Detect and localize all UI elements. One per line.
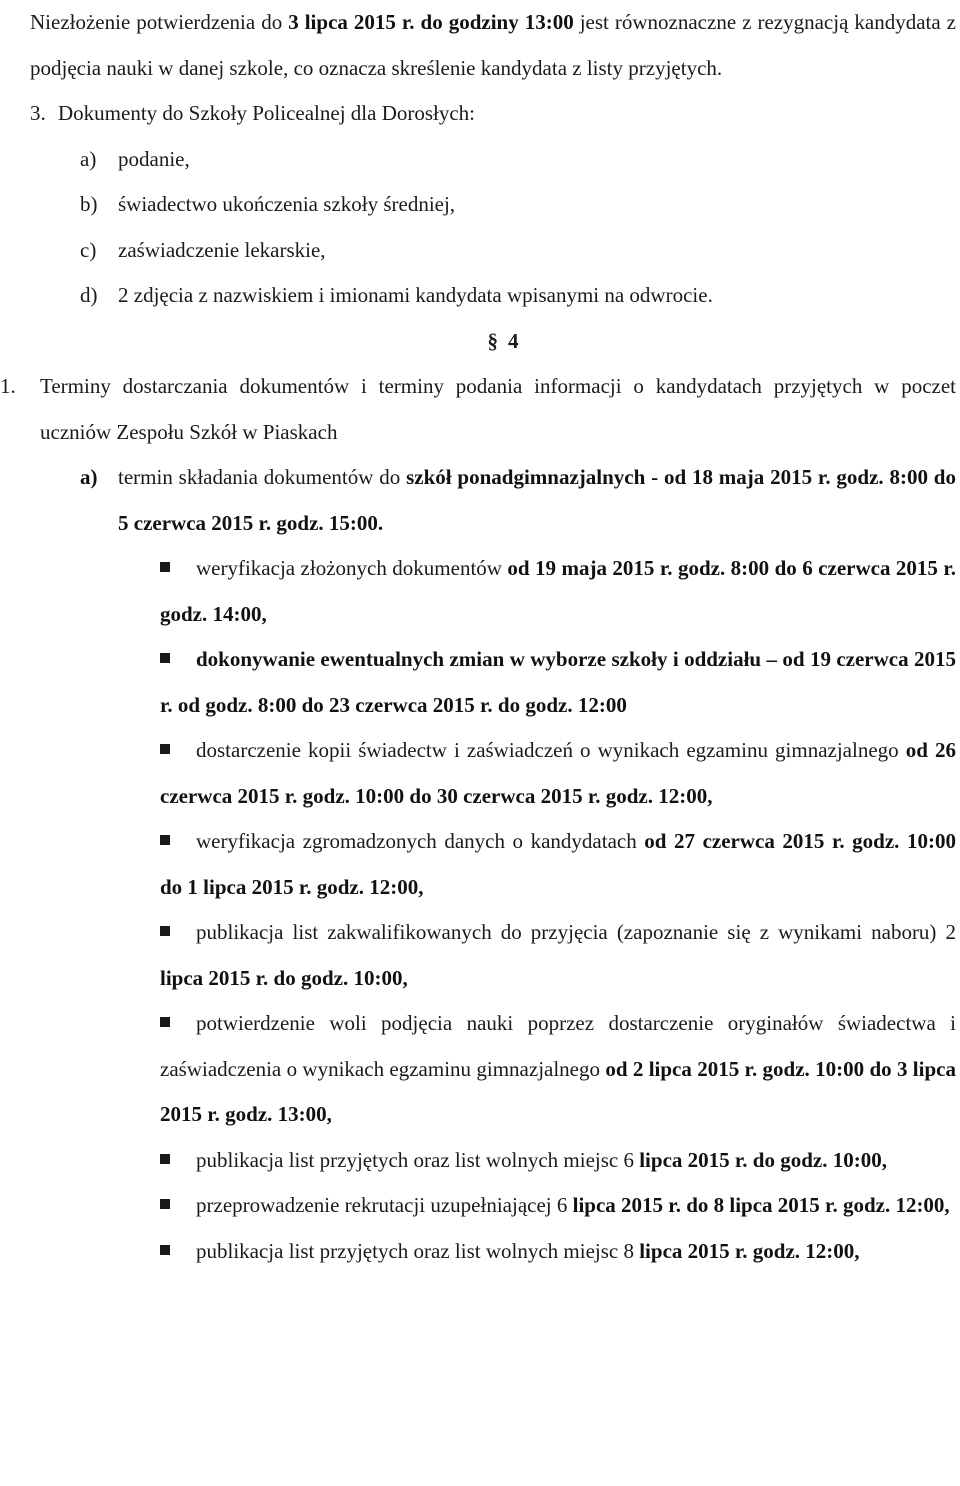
item-text: świadectwo ukończenia szkoły średniej, (118, 192, 456, 216)
point-1-paragraph (0, 364, 956, 455)
bullet-text: weryfikacja złożonych dokumentów (196, 556, 508, 580)
bullet-text: publikacja list przyjętych oraz list wolnych miejsc 6 (196, 1147, 640, 1172)
point-3-item-a (80, 137, 956, 183)
point-3-item-b (80, 182, 956, 228)
square-bullet-icon (160, 1245, 170, 1255)
bullet-text: publikacja list przyjętych oraz list wolnych miejsc 8 (196, 1238, 640, 1263)
item-label: d) (80, 283, 98, 307)
item-a-text: termin składania dokumentów do (118, 465, 407, 489)
point-3-item-d (80, 273, 956, 319)
section-symbol: § (487, 328, 498, 353)
bullet-dates: od 2 lipca 2015 r. godz. 10:00 do 3 lipca 2015 r. godz. 13:00, (160, 1056, 956, 1126)
bullet-text: dostarczenie kopii świadectw i zaświadczeń o wynikach egzaminu gimnazjalnego (196, 738, 906, 762)
square-bullet-icon (160, 653, 170, 663)
item-a-label: a) (80, 465, 98, 489)
intro-date: 3 lipca 2015 r. (288, 10, 415, 34)
square-bullet-icon (160, 744, 170, 754)
bullet-copies (160, 728, 956, 819)
item-a-dates: szkół ponadgimnazjalnych - od 18 maja 2015 r. godz. 8:00 do 5 czerwca 2015 r. godz. 15:00. (118, 465, 956, 535)
bullet-verification (160, 546, 956, 637)
bullet-text: publikacja list zakwalifikowanych do przyjęcia (zapoznanie się z wynikami naboru) 2 (196, 920, 956, 944)
intro-text-end: jest równoznaczne (573, 10, 737, 34)
bullet-text: weryfikacja zgromadzonych danych o kandydatach (196, 829, 645, 853)
bullet-dates: lipca 2015 r. do 8 lipca 2015 r. godz. 12:00, (572, 1193, 950, 1217)
bullet-dates: lipca 2015 r. do godz. 10:00, (160, 965, 408, 990)
bullet-changes (160, 637, 956, 728)
item-a-paragraph (80, 455, 956, 546)
intro-text: Niezłożenie potwierdzenia do (30, 10, 289, 34)
point-3-heading (30, 91, 956, 137)
point-1-text: Terminy dostarczania dokumentów i terminy podania informacji o kandydatach przyjętych w poczet uczniów Zespołu Szkół w Piaskach (40, 374, 956, 444)
item-text: zaświadczenie lekarskie, (118, 237, 326, 262)
square-bullet-icon (160, 1154, 170, 1164)
intro-paragraph (30, 0, 956, 91)
item-label: a) (80, 146, 97, 171)
point-1-number: 1. (0, 374, 16, 398)
bullet-dates: dokonywanie ewentualnych zmian w wyborze szkoły i oddziału – od 19 czerwca 2015 r. od godz. 8:00 do 23 czerwca 2015 r. do godz. 12:00 (160, 647, 956, 717)
point-3-item-c (80, 228, 956, 274)
section-number: 4 (508, 328, 519, 353)
bullet-dates: lipca 2015 r. godz. 12:00, (639, 1238, 860, 1263)
square-bullet-icon (160, 926, 170, 936)
item-label: c) (80, 237, 97, 262)
square-bullet-icon (160, 562, 170, 572)
bullet-accepted-list (160, 1138, 956, 1184)
bullet-dates: od 26 czerwca 2015 r. godz. 10:00 do 30 czerwca 2015 r. godz. 12:00, (160, 738, 956, 808)
square-bullet-icon (160, 1199, 170, 1209)
bullet-final-list (160, 1229, 956, 1275)
point-3-number: 3. (30, 101, 46, 125)
square-bullet-icon (160, 1017, 170, 1027)
intro-time: do godziny 13:00 (414, 10, 574, 34)
bullet-text: przeprowadzenie rekrutacji uzupełniającej 6 (196, 1193, 573, 1217)
point-3-title: Dokumenty do Szkoły Policealnej dla Dorosłych: (58, 101, 476, 125)
item-text: 2 zdjęcia z nazwiskiem i imionami kandydata wpisanymi na odwrocie. (118, 283, 713, 307)
bullet-dates: od 27 czerwca 2015 r. godz. 10:00 do 1 lipca 2015 r. godz. 12:00, (160, 829, 956, 899)
item-text: podanie, (118, 146, 190, 171)
bullet-dates: od 19 maja 2015 r. godz. 8:00 do 6 czerwca 2015 r. godz. 14:00, (160, 556, 956, 626)
square-bullet-icon (160, 835, 170, 845)
section-heading (40, 319, 956, 365)
bullet-dates: lipca 2015 r. do godz. 10:00, (639, 1147, 887, 1172)
bullet-supplementary (160, 1183, 956, 1229)
item-label: b) (80, 192, 98, 216)
bullet-confirmation (160, 1001, 956, 1138)
bullet-text: potwierdzenie woli podjęcia nauki poprzez dostarczenie oryginałów świadectwa i zaświadczenia o wynikach egzaminu gimnazjalnego (160, 1011, 956, 1081)
intro-rest: z rezygnacją kandydata z podjęcia nauki w danej szkole, co oznacza skreślenie kandydata z listy przyjętych. (30, 10, 957, 80)
bullet-qualified-list (160, 910, 956, 1001)
bullet-data-verification (160, 819, 956, 910)
